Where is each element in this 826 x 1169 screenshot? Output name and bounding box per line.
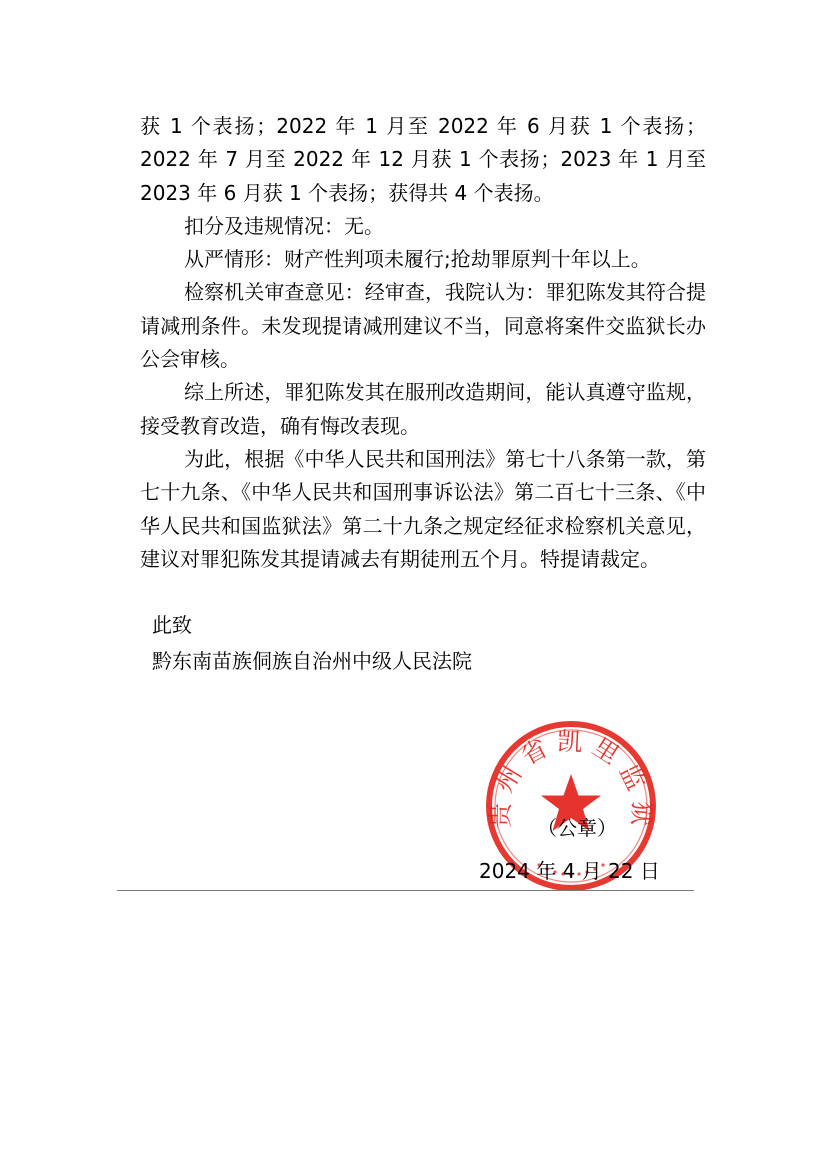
seal-label: （公章） — [537, 816, 617, 840]
paragraph-strict-circumstances: 从严情形：财产性判项未履行;抢劫罪原判十年以上。 — [184, 247, 651, 272]
paragraph-procuratorate-opinion: 检察机关审查意见：经审查，我院认为：罪犯陈发其符合提请减刑条件。未发现提请减刑建议不当，同意将案件交监狱长办公会审核。 — [140, 280, 706, 372]
addressee-court: 黔东南苗族侗族自治州中级人民法院 — [152, 649, 472, 673]
paragraph-deductions: 扣分及违规情况：无。 — [184, 213, 384, 238]
paragraph-commendations: 获 1 个表扬；2022 年 1 月至 2022 年 6 月获 1 个表扬；2022 年 7 月至 2022 年 12 月获 1 个表扬；2023 年 1 月至 2023 年 6 月获 1 个表扬；获得共 4 个表扬。 — [140, 114, 706, 205]
document-date: 2024 年 4 月 22 日 — [479, 859, 660, 883]
document-body — [140, 110, 706, 576]
paragraph-summary: 综上所述，罪犯陈发其在服刑改造期间，能认真遵守监规，接受教育改造，确有悔改表现。 — [140, 380, 706, 438]
seal-arc-text: 贵州省凯里监狱 — [485, 726, 657, 836]
salutation: 此致 — [152, 613, 192, 637]
footer-divider — [117, 890, 694, 891]
paragraph-legal-basis: 为此，根据《中华人民共和国刑法》第七十八条第一款，第七十九条、《中华人民共和国刑事诉讼法》第二百七十三条、《中华人民共和国监狱法》第二十九条之规定经征求检察机关意见，建议对罪犯陈发其提请减去有期徒刑五个月。特提请裁定。 — [140, 446, 706, 571]
